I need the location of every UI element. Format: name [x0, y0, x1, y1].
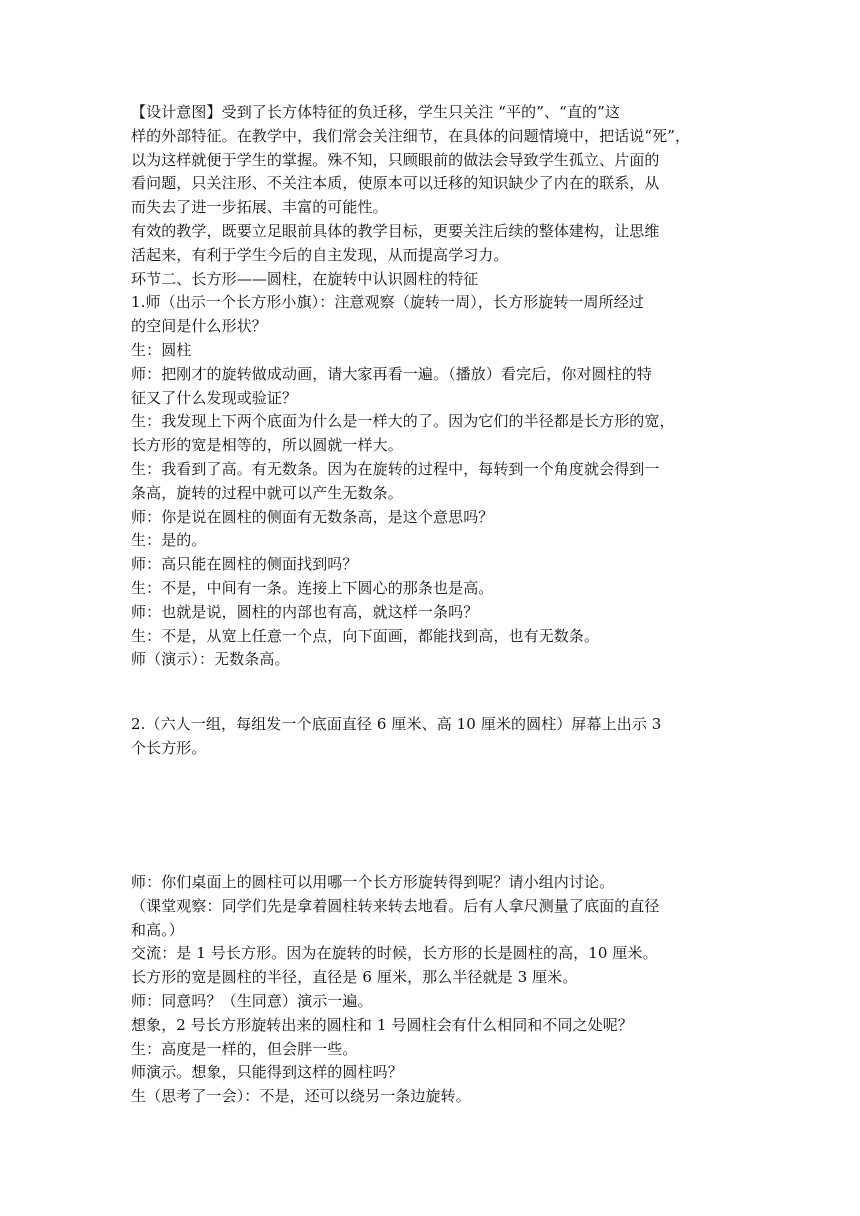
text-block-design-intent-and-step-two [131, 101, 734, 672]
text-line: 生：是的。 [131, 531, 207, 550]
text-line: 2.（六人一组，每组发一个底面直径 6 厘米、高 10 厘米的圆柱）屏幕上出示 3 [131, 715, 662, 733]
text-line: 师：你们桌面上的圆柱可以用哪一个长方形旋转得到呢？请小组内讨论。 [131, 873, 615, 891]
text-line: 长方形的宽是相等的，所以圆就一样大。 [131, 436, 403, 455]
text-line: 师（演示）：无数条高。 [131, 650, 290, 669]
text-line: 活起来，有利于学生今后的自主发现，从而提高学习力。 [131, 245, 509, 264]
text-block-discussion [131, 871, 734, 1109]
text-line: 生（思考了一会）：不是，还可以绕另一条边旋转。 [131, 1087, 471, 1106]
text-line: 个长方形。 [131, 738, 207, 757]
text-line: 师演示。想象，只能得到这样的圆柱吗？ [131, 1063, 403, 1082]
text-line: 征又了什么发现或验证？ [131, 388, 298, 407]
text-line: 交流：是 1 号长方形。因为在旋转的时候，长方形的长是圆柱的高，10 厘米。 [131, 944, 658, 963]
text-line: 生：不是，从宽上任意一个点，向下面画，都能找到高，也有无数条。 [131, 626, 600, 645]
text-line: 有效的教学，既要立足眼前具体的教学目标，更要关注后续的整体建构，让思维 [131, 221, 660, 240]
text-line: 师：高只能在圆柱的侧面找到吗？ [131, 555, 358, 574]
text-line: 生：不是，中间有一条。连接上下圆心的那条也是高。 [131, 578, 494, 597]
text-line: 师：把刚才的旋转做成动画，请大家再看一遍。（播放）看完后，你对圆柱的特 [131, 364, 653, 383]
text-line: 以为这样就便于学生的掌握。殊不知，只顾眼前的做法会导致学生孤立、片面的 [131, 150, 660, 169]
text-line: 和高。） [131, 920, 184, 939]
text-line: 生：高度是一样的，但会胖一些。 [131, 1039, 358, 1058]
text-line: 师：你是说在圆柱的侧面有无数条高，是这个意思吗？ [131, 507, 494, 526]
text-line: 条高，旋转的过程中就可以产生无数条。 [131, 483, 403, 502]
text-line: 环节二、长方形——圆柱，在旋转中认识圆柱的特征 [131, 269, 479, 288]
text-line: 看问题，只关注形、不关注本质，使原本可以迁移的知识缺少了内在的联系，从 [131, 174, 660, 193]
text-line: 生：圆柱 [131, 340, 192, 359]
text-line: （课堂观察：同学们先是拿着圆柱转来转去地看。后有人拿尺测量了底面的直径 [131, 896, 660, 915]
text-line: 的空间是什么形状？ [131, 317, 267, 336]
text-line: 长方形的宽是圆柱的半径，直径是 6 厘米，那么半径就是 3 厘米。 [131, 968, 578, 987]
text-line: 【设计意图】受到了长方体特征的负迁移，学生只关注 “平的”、“直的”这 [131, 103, 620, 121]
text-line: 生：我发现上下两个底面为什么是一样大的了。因为它们的半径都是长方形的宽， [131, 412, 675, 431]
text-block-group-activity [131, 713, 734, 761]
text-line: 1.师（出示一个长方形小旗）：注意观察（旋转一周），长方形旋转一周所经过 [131, 293, 644, 312]
text-line: 想象，2 号长方形旋转出来的圆柱和 1 号圆柱会有什么相同和不同之处呢？ [131, 1015, 633, 1034]
text-line: 而失去了进一步拓展、丰富的可能性。 [131, 198, 388, 217]
text-line: 师：也就是说，圆柱的内部也有高，就这样一条吗？ [131, 602, 479, 621]
text-line: 生：我看到了高。有无数条。因为在旋转的过程中，每转到一个角度就会得到一 [131, 459, 660, 478]
text-line: 师：同意吗？（生同意）演示一遍。 [131, 991, 373, 1010]
text-line: 样的外部特征。在教学中，我们常会关注细节，在具体的问题情境中，把话说“死”， [131, 126, 691, 145]
